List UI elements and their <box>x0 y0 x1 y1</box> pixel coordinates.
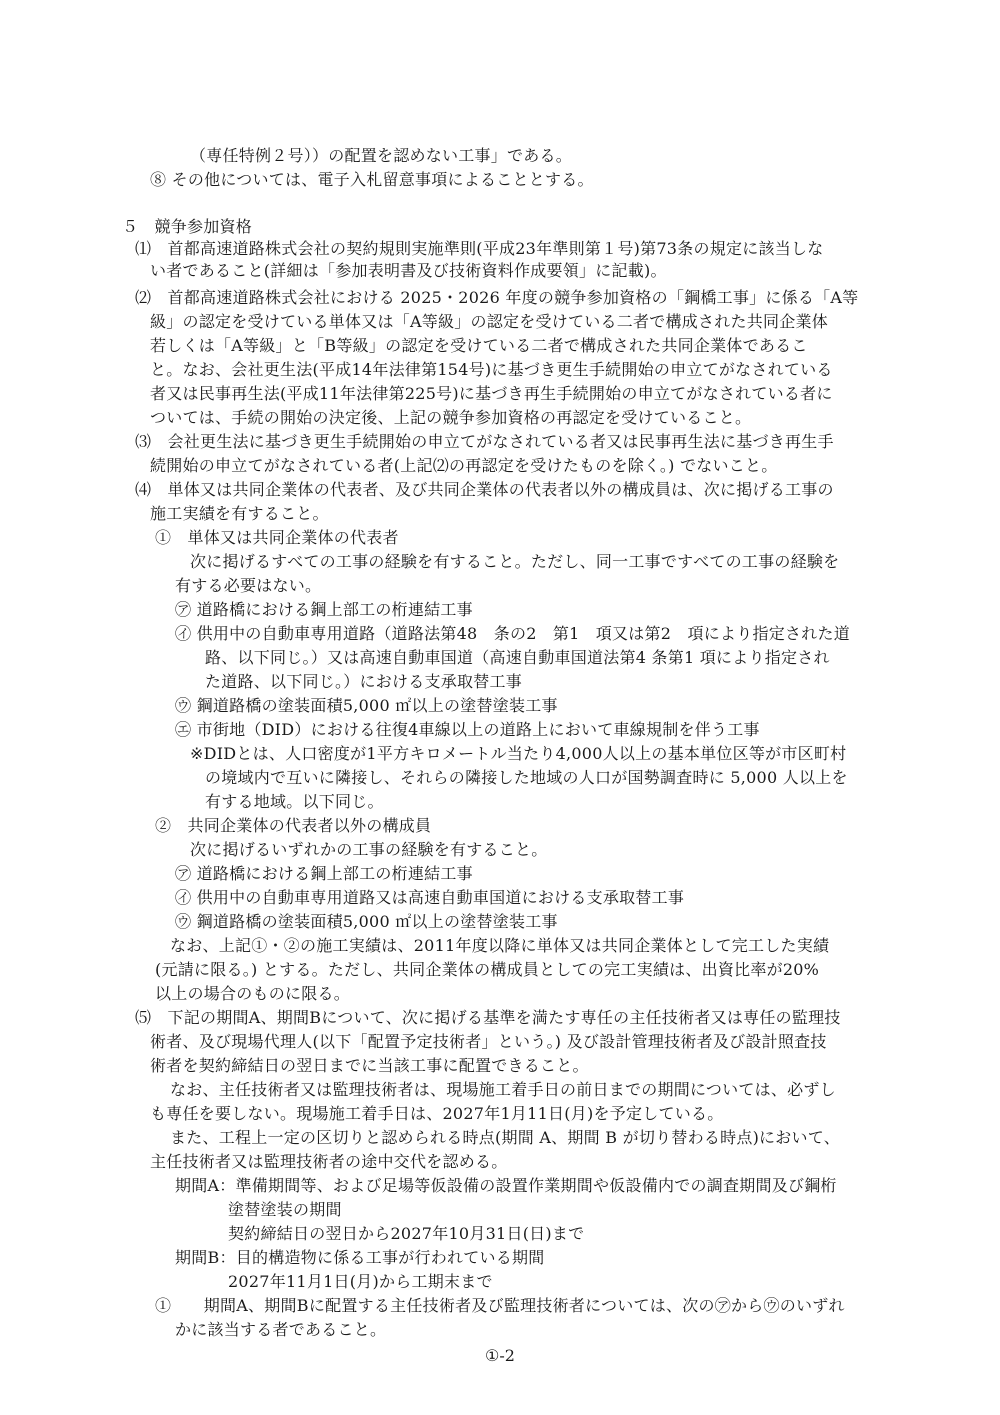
text-line: ⑵ 首都高速道路株式会社における 2025・2026 年度の競争参加資格の「鋼橋工事」に係る「A等 <box>135 288 859 307</box>
text-line: 期間A：準備期間等、および足場等仮設備の設置作業期間や仮設備内での調査期間及び鋼桁 <box>175 1176 837 1195</box>
text-line: ① 単体又は共同企業体の代表者 <box>155 528 399 547</box>
text-line: ⑷ 単体又は共同企業体の代表者、及び共同企業体の代表者以外の構成員は、次に掲げる工事の <box>135 480 834 499</box>
text-line: ⑸ 下記の期間A、期間Bについて、次に掲げる基準を満たす専任の主任技術者又は専任の監理技 <box>135 1008 841 1027</box>
text-line: 次に掲げるすべての工事の経験を有すること。ただし、同一工事ですべての工事の経験を <box>190 552 840 571</box>
text-line: 者又は民事再生法(平成11年法律第225号)に基づき再生手続開始の申立てがなされている者に <box>150 384 833 403</box>
text-line: 施工実績を有すること。 <box>150 504 329 523</box>
text-line: なお、主任技術者又は監理技術者は、現場施工着手日の前日までの期間については、必ずし <box>170 1080 836 1099</box>
page-number: ①-2 <box>485 1346 515 1365</box>
text-line: 級」の認定を受けている単体又は「A等級」の認定を受けている二者で構成された共同企業体 <box>150 312 829 331</box>
text-line: 主任技術者又は監理技術者の途中交代を認める。 <box>150 1152 508 1171</box>
text-line: (元請に限る。) とする。ただし、共同企業体の構成員としての完工実績は、出資比率が20% <box>155 960 820 979</box>
text-line: ② 共同企業体の代表者以外の構成員 <box>155 816 432 835</box>
text-line: （専任特例２号））の配置を認めない工事」である。 <box>190 146 573 165</box>
text-line: 次に掲げるいずれかの工事の経験を有すること。 <box>190 840 548 859</box>
text-line: 続開始の申立てがなされている者(上記⑵の再認定を受けたものを除く。) でないこと。 <box>150 456 778 475</box>
text-line: ㋐ 道路橋における鋼上部工の桁連結工事 <box>175 600 473 619</box>
text-line: 術者を契約締結日の翌日までに当該工事に配置できること。 <box>150 1056 589 1075</box>
text-line: 術者、及び現場代理人(以下「配置予定技術者」という。) 及び設計管理技術者及び設計照査技 <box>150 1032 827 1051</box>
section-heading: ５ 競争参加資格 <box>122 217 253 236</box>
text-line: ① 期間A、期間Bに配置する主任技術者及び監理技術者については、次の㋐から㋒のいずれ <box>155 1296 845 1315</box>
text-line: ㋒ 鋼道路橋の塗装面積5,000 ㎡以上の塗替塗装工事 <box>175 696 558 715</box>
text-line: 2027年11月1日(月)から工期末まで <box>228 1272 493 1291</box>
text-line: ㋒ 鋼道路橋の塗装面積5,000 ㎡以上の塗替塗装工事 <box>175 912 558 931</box>
text-line: ㋑ 供用中の自動車専用道路又は高速自動車国道における支承取替工事 <box>175 888 685 907</box>
text-line: ㋑ 供用中の自動車専用道路（道路法第48 条の2 第1 項又は第2 項により指定された道 <box>175 624 850 643</box>
text-line: の境域内で互いに隣接し、それらの隣接した地域の人口が国勢調査時に 5,000 人以上を <box>205 768 848 787</box>
text-line: ⑴ 首都高速道路株式会社の契約規則実施準則(平成23年準則第１号)第73条の規定に該当しな <box>135 239 824 258</box>
text-line: ⑶ 会社更生法に基づき更生手続開始の申立てがなされている者又は民事再生法に基づき再生手 <box>135 432 834 451</box>
text-line: ⑧ その他については、電子入札留意事項によることとする。 <box>150 170 594 189</box>
text-line: も専任を要しない。現場施工着手日は、2027年1月11日(月)を予定している。 <box>150 1104 724 1123</box>
text-line: 路、以下同じ。）又は高速自動車国道（高速自動車国道法第4 条第1 項により指定され <box>205 648 830 667</box>
text-line: 塗替塗装の期間 <box>228 1200 342 1219</box>
text-line: い者であること(詳細は「参加表明書及び技術資料作成要領」に記載)。 <box>150 261 667 280</box>
text-line: また、工程上一定の区切りと認められる時点(期間 A、期間 B が切り替わる時点)において、 <box>170 1128 840 1147</box>
text-line: 以上の場合のものに限る。 <box>155 984 351 1003</box>
text-line: なお、上記①・②の施工実績は、2011年度以降に単体又は共同企業体として完工した実績 <box>170 936 830 955</box>
text-line: ついては、手続の開始の決定後、上記の競争参加資格の再認定を受けていること。 <box>150 408 752 427</box>
text-line: かに該当する者であること。 <box>175 1320 387 1339</box>
text-line: 有する地域。以下同じ。 <box>205 792 384 811</box>
text-line: 契約締結日の翌日から2027年10月31日(日)まで <box>228 1224 585 1243</box>
text-line: と。なお、会社更生法(平成14年法律第154号)に基づき更生手続開始の申立てがなされている <box>150 360 833 379</box>
text-line: ※DIDとは、人口密度が1平方キロメートル当たり4,000人以上の基本単位区等が市区町村 <box>190 744 847 763</box>
text-line: た道路、以下同じ。）における支承取替工事 <box>205 672 523 691</box>
text-line: ㋐ 道路橋における鋼上部工の桁連結工事 <box>175 864 473 883</box>
text-line: 若しくは「A等級」と「B等級」の認定を受けている二者で構成された共同企業体であるこ <box>150 336 808 355</box>
text-line: 有する必要はない。 <box>175 576 322 595</box>
text-line: 期間B：目的構造物に係る工事が行われている期間 <box>175 1248 545 1267</box>
text-line: ㋓ 市街地（DID）における往復4車線以上の道路上において車線規制を伴う工事 <box>175 720 760 739</box>
